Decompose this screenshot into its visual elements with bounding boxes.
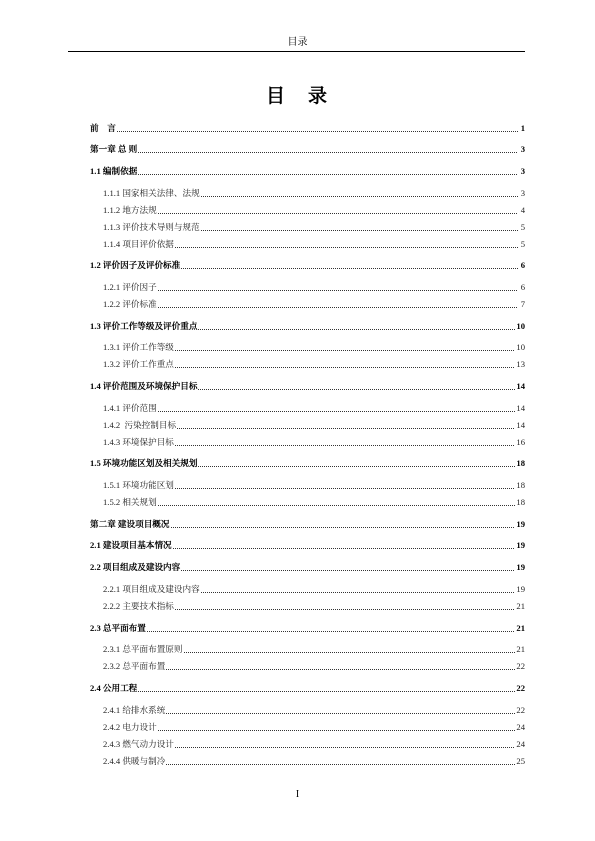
toc-entry-page: 5 (520, 238, 525, 249)
toc-entry-page: 13 (516, 359, 525, 370)
toc-entry-subsection (0, 185, 595, 202)
toc-leader-dots (201, 230, 518, 231)
toc-entry-subsection (0, 641, 595, 658)
toc-entry-subsection (0, 581, 595, 598)
toc-entry-subsection (0, 598, 595, 615)
toc-entry-page: 21 (516, 600, 525, 611)
running-header: 目录 (287, 37, 308, 48)
toc-entry-subsection (0, 494, 595, 511)
toc-entry-label: 1.2.1 评价因子 (103, 281, 157, 292)
toc-entry-page: 14 (516, 381, 525, 391)
toc-entry-label: 1.4.1 评价范围 (103, 402, 157, 413)
toc-leader-dots (138, 152, 518, 153)
toc-entry-label: 1.1.1 国家相关法律、法规 (103, 187, 200, 198)
toc-entry-section (0, 680, 595, 697)
toc-entry-label: 2.4.3 燃气动力设计 (103, 738, 174, 749)
toc-entry-subsection (0, 279, 595, 296)
toc-leader-dots (158, 730, 516, 731)
toc-entry-label: 1.1 编制依据 (90, 165, 138, 176)
toc-entry-label: 2.2.2 主要技术指标 (103, 600, 174, 611)
toc-entry-label: 第二章 建设项目概况 (90, 518, 170, 529)
toc-entry-page: 18 (516, 497, 525, 508)
toc-entry-page: 22 (516, 682, 525, 693)
toc-entry-page: 24 (516, 721, 525, 732)
toc-leader-dots (198, 389, 515, 390)
toc-leader-dots (158, 411, 516, 412)
toc-entry-page: 14 (516, 419, 525, 430)
toc-leader-dots (175, 488, 516, 489)
toc-entry-label: 2.4.1 给排水系统 (103, 704, 166, 715)
toc-entry-label: 2.3.2 总平面布置 (103, 661, 166, 672)
toc-entry-subsection (0, 658, 595, 675)
toc-entry-page: 5 (520, 221, 525, 232)
toc-entry-page: 19 (516, 518, 525, 529)
toc-entry-page: 19 (516, 583, 525, 594)
toc-entry-label: 1.1.3 评价技术导则与规范 (103, 221, 200, 232)
toc-entry-page: 18 (516, 480, 525, 491)
toc-entry-page: 19 (516, 562, 525, 573)
toc-entry-label: 2.4 公用工程 (90, 682, 138, 693)
toc-entry-page: 6 (520, 260, 525, 271)
toc-leader-dots (158, 213, 518, 214)
toc-leader-dots (175, 445, 516, 446)
toc-leader-dots (175, 247, 518, 248)
toc-entry-page: 24 (516, 738, 525, 749)
toc-entry-subsection (0, 339, 595, 356)
toc-entry-subsection (0, 702, 595, 719)
page-number: I (295, 789, 300, 800)
toc-entry-subsection (0, 202, 595, 219)
toc-leader-dots (147, 631, 516, 632)
toc-entry-section (0, 163, 595, 180)
toc-entry-label: 1.5.2 相关规划 (103, 497, 157, 508)
toc-leader-dots (181, 268, 518, 269)
toc-entry-label: 第一章 总 则 (90, 144, 138, 155)
toc-entry-subsection (0, 219, 595, 236)
toc-entry-subsection (0, 477, 595, 494)
header-rule (68, 51, 525, 52)
toc-entry-label: 2.3.1 总平面布置原则 (103, 644, 183, 655)
toc-leader-dots (158, 307, 518, 308)
toc-entry-label: 1.4.3 环境保护目标 (103, 436, 174, 447)
toc-leader-dots (175, 350, 516, 351)
toc-leader-dots (138, 174, 518, 175)
toc-entry-page: 21 (516, 644, 525, 655)
toc-entry-section (0, 141, 595, 158)
toc-entry-page: 25 (516, 755, 525, 766)
toc-leader-dots (166, 764, 515, 765)
toc-entry-label: 1.2.2 评价标准 (103, 298, 157, 309)
toc-leader-dots (177, 428, 515, 429)
toc-entry-section (0, 537, 595, 554)
toc-entry-page: 6 (520, 281, 525, 292)
toc-leader-dots (173, 548, 516, 549)
toc-entry-page: 7 (520, 298, 525, 309)
toc-entry-section (0, 120, 595, 137)
toc-entry-section (0, 378, 595, 395)
table-of-contents (0, 120, 595, 770)
toc-leader-dots (175, 747, 516, 748)
toc-leader-dots (198, 466, 515, 467)
toc-entry-subsection (0, 434, 595, 451)
toc-entry-label: 1.2 评价因子及评价标准 (90, 260, 181, 271)
toc-entry-label: 1.3.2 评价工作重点 (103, 359, 174, 370)
toc-entry-page: 3 (520, 165, 525, 176)
toc-entry-label: 1.3 评价工作等级及评价重点 (90, 320, 198, 331)
toc-leader-dots (184, 652, 516, 653)
toc-entry-label: 2.2.1 项目组成及建设内容 (103, 583, 200, 594)
toc-entry-subsection (0, 736, 595, 753)
toc-entry-page: 10 (516, 342, 525, 353)
page-title: 目 录 (265, 86, 329, 107)
toc-leader-dots (181, 570, 515, 571)
toc-entry-page: 16 (516, 436, 525, 447)
toc-entry-label: 2.1 建设项目基本情况 (90, 540, 172, 551)
toc-entry-page: 18 (516, 458, 525, 469)
toc-leader-dots (175, 609, 516, 610)
toc-entry-page: 3 (520, 144, 525, 155)
toc-entry-page: 4 (520, 204, 525, 215)
toc-leader-dots (166, 713, 515, 714)
toc-entry-section (0, 455, 595, 472)
toc-entry-subsection (0, 296, 595, 313)
toc-entry-label: 2.3 总平面布置 (90, 622, 146, 633)
toc-entry-page: 3 (520, 187, 525, 198)
toc-entry-page: 19 (516, 540, 525, 551)
toc-entry-subsection (0, 417, 595, 434)
toc-entry-label: 1.5.1 环境功能区划 (103, 480, 174, 491)
toc-leader-dots (171, 527, 516, 528)
toc-entry-page: 22 (516, 704, 525, 715)
toc-entry-label: 1.5 环境功能区划及相关规划 (90, 458, 198, 469)
toc-leader-dots (166, 669, 515, 670)
toc-entry-page: 21 (516, 622, 525, 633)
toc-entry-label: 1.3.1 评价工作等级 (103, 342, 174, 353)
toc-entry-label: 2.2 项目组成及建设内容 (90, 562, 181, 573)
toc-entry-subsection (0, 356, 595, 373)
toc-entry-section (0, 516, 595, 533)
toc-entry-subsection (0, 719, 595, 736)
toc-entry-subsection (0, 753, 595, 770)
toc-leader-dots (198, 329, 515, 330)
toc-leader-dots (158, 290, 518, 291)
toc-entry-label: 1.4.2 污染控制目标 (103, 419, 177, 430)
toc-entry-page: 1 (520, 122, 525, 133)
toc-leader-dots (117, 131, 518, 132)
toc-entry-subsection (0, 236, 595, 253)
toc-entry-section (0, 559, 595, 576)
toc-entry-subsection (0, 400, 595, 417)
toc-entry-page: 14 (516, 402, 525, 413)
toc-entry-label: 前 言 (90, 122, 116, 133)
toc-entry-label: 1.1.2 地方法规 (103, 204, 157, 215)
toc-leader-dots (201, 196, 518, 197)
toc-entry-page: 10 (516, 320, 525, 331)
toc-entry-label: 1.1.4 项目评价依据 (103, 238, 174, 249)
toc-entry-label: 2.4.2 电力设计 (103, 721, 157, 732)
toc-leader-dots (158, 505, 516, 506)
toc-entry-section (0, 620, 595, 637)
toc-entry-section (0, 318, 595, 335)
toc-entry-label: 1.4 评价范围及环境保护目标 (90, 381, 198, 391)
toc-leader-dots (175, 367, 516, 368)
toc-entry-section (0, 257, 595, 274)
toc-leader-dots (201, 592, 516, 593)
toc-entry-label: 2.4.4 供暖与制冷 (103, 755, 166, 766)
toc-entry-page: 22 (516, 661, 525, 672)
toc-leader-dots (138, 691, 515, 692)
